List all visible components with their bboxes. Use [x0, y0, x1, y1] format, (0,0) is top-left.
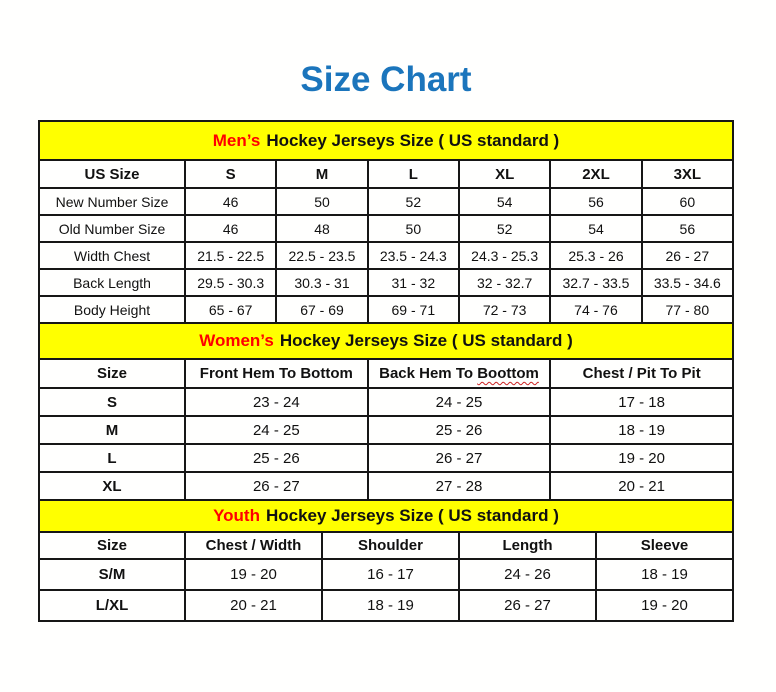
size-value: 74 - 76 [550, 296, 641, 323]
size-value: 56 [642, 215, 733, 242]
column-header: Shoulder [322, 532, 459, 559]
size-value: 52 [368, 188, 459, 215]
table-row [39, 416, 733, 444]
size-value: 24 - 25 [185, 416, 368, 444]
size-value: 25 - 26 [185, 444, 368, 472]
size-value: 27 - 28 [368, 472, 551, 500]
size-value: 18 - 19 [550, 416, 733, 444]
mens-accent-label: Men’s [212, 130, 261, 150]
mens-section-header [38, 120, 734, 161]
size-value: 46 [185, 215, 276, 242]
row-label: S [39, 388, 185, 416]
size-value: 72 - 73 [459, 296, 550, 323]
size-value: 24 - 26 [459, 559, 596, 590]
size-value: 19 - 20 [550, 444, 733, 472]
size-value: 69 - 71 [368, 296, 459, 323]
column-header: Length [459, 532, 596, 559]
size-chart-content [38, 58, 734, 622]
table-row [39, 388, 733, 416]
size-value: 32.7 - 33.5 [550, 269, 641, 296]
column-header: US Size [39, 160, 185, 188]
table-row [39, 590, 733, 621]
row-label: XL [39, 472, 185, 500]
size-value: 30.3 - 31 [276, 269, 367, 296]
row-label: Back Length [39, 269, 185, 296]
size-value: 20 - 21 [550, 472, 733, 500]
size-value: 24.3 - 25.3 [459, 242, 550, 269]
size-value: 26 - 27 [642, 242, 733, 269]
table-row [39, 215, 733, 242]
size-value: 46 [185, 188, 276, 215]
womens-size-section [38, 322, 734, 501]
size-value: 26 - 27 [368, 444, 551, 472]
mens-size-table [38, 159, 734, 324]
column-header [368, 359, 551, 388]
table-row [39, 269, 733, 296]
size-value: 23.5 - 24.3 [368, 242, 459, 269]
size-value: 25.3 - 26 [550, 242, 641, 269]
size-chart-tables [38, 120, 734, 622]
table-row [39, 242, 733, 269]
size-value: 77 - 80 [642, 296, 733, 323]
row-label: New Number Size [39, 188, 185, 215]
size-value: 50 [368, 215, 459, 242]
row-label: Old Number Size [39, 215, 185, 242]
size-value: 33.5 - 34.6 [642, 269, 733, 296]
column-header: 2XL [550, 160, 641, 188]
column-header: Size [39, 359, 185, 388]
youth-accent-label: Youth [213, 506, 260, 525]
mens-header-label: Hockey Jerseys Size ( US standard ) [266, 130, 560, 150]
page-title: Size Chart [300, 60, 472, 99]
womens-section-header [38, 322, 734, 360]
row-label: L/XL [39, 590, 185, 621]
table-row [39, 444, 733, 472]
size-value: 29.5 - 30.3 [185, 269, 276, 296]
size-value: 18 - 19 [322, 590, 459, 621]
header-row [39, 359, 733, 388]
size-value: 23 - 24 [185, 388, 368, 416]
misspelled-word: Boottom [477, 365, 539, 382]
column-header: S [185, 160, 276, 188]
size-value: 67 - 69 [276, 296, 367, 323]
row-label: M [39, 416, 185, 444]
size-value: 54 [550, 215, 641, 242]
column-header: Chest / Pit To Pit [550, 359, 733, 388]
size-value: 60 [642, 188, 733, 215]
size-value: 25 - 26 [368, 416, 551, 444]
youth-section-header [38, 499, 734, 533]
column-header-text: Back Hem To [379, 365, 478, 382]
table-row [39, 559, 733, 590]
size-value: 19 - 20 [596, 590, 733, 621]
womens-size-table [38, 358, 734, 501]
table-row [39, 472, 733, 500]
youth-header-label: Hockey Jerseys Size ( US standard ) [265, 506, 559, 525]
size-value: 17 - 18 [550, 388, 733, 416]
column-header: XL [459, 160, 550, 188]
size-value: 54 [459, 188, 550, 215]
column-header: Size [39, 532, 185, 559]
size-value: 48 [276, 215, 367, 242]
youth-size-table [38, 531, 734, 622]
row-label: S/M [39, 559, 185, 590]
column-header: M [276, 160, 367, 188]
size-value: 21.5 - 22.5 [185, 242, 276, 269]
size-value: 65 - 67 [185, 296, 276, 323]
row-label: L [39, 444, 185, 472]
column-header: 3XL [642, 160, 733, 188]
column-header: Sleeve [596, 532, 733, 559]
size-value: 16 - 17 [322, 559, 459, 590]
youth-size-section [38, 499, 734, 622]
womens-header-label: Hockey Jerseys Size ( US standard ) [279, 331, 573, 350]
header-row [39, 160, 733, 188]
header-row [39, 532, 733, 559]
size-value: 24 - 25 [368, 388, 551, 416]
size-value: 26 - 27 [185, 472, 368, 500]
table-row [39, 296, 733, 323]
size-value: 20 - 21 [185, 590, 322, 621]
size-value: 52 [459, 215, 550, 242]
row-label: Width Chest [39, 242, 185, 269]
column-header: L [368, 160, 459, 188]
size-value: 32 - 32.7 [459, 269, 550, 296]
size-value: 19 - 20 [185, 559, 322, 590]
womens-accent-label: Women’s [199, 331, 274, 350]
size-value: 56 [550, 188, 641, 215]
size-value: 18 - 19 [596, 559, 733, 590]
size-value: 31 - 32 [368, 269, 459, 296]
size-value: 22.5 - 23.5 [276, 242, 367, 269]
size-value: 26 - 27 [459, 590, 596, 621]
column-header: Front Hem To Bottom [185, 359, 368, 388]
size-value: 50 [276, 188, 367, 215]
column-header: Chest / Width [185, 532, 322, 559]
table-row [39, 188, 733, 215]
mens-size-section [38, 120, 734, 324]
row-label: Body Height [39, 296, 185, 323]
